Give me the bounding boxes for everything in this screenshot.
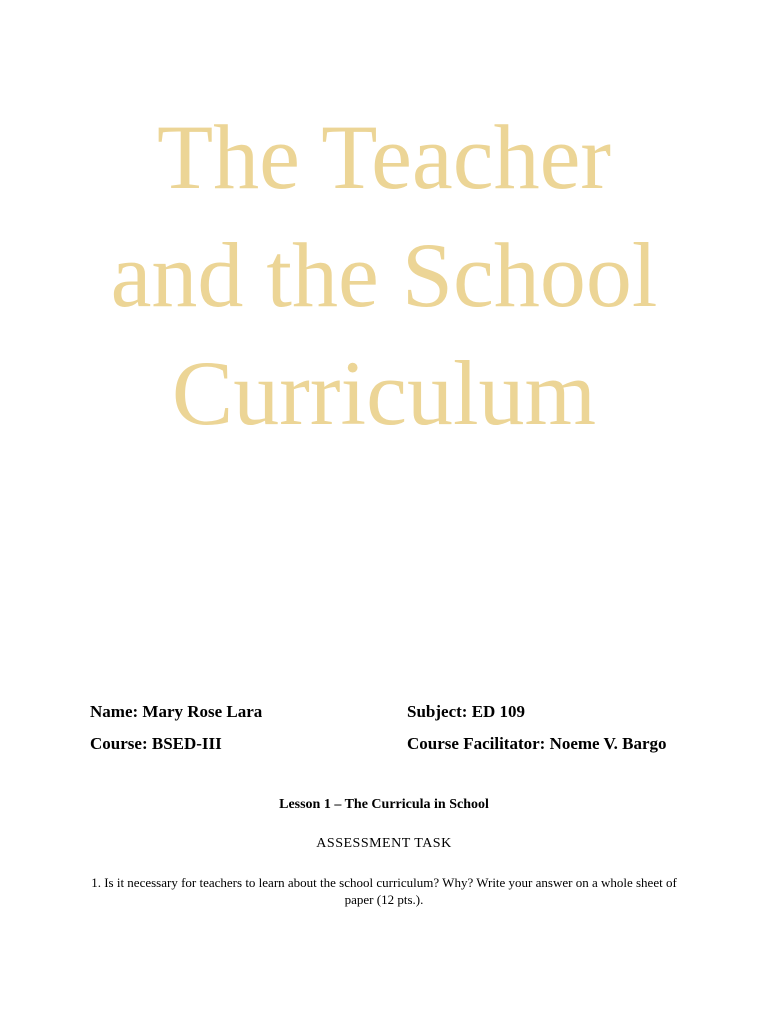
- document-title: [0, 98, 768, 452]
- subject-code: Subject: ED 109: [407, 702, 526, 721]
- title-line-1: The Teacher: [156, 106, 612, 208]
- assessment-question: 1. Is it necessary for teachers to learn about the school curriculum? Why? Write your answer on a whole sheet of paper (12 pts.).: [91, 875, 677, 907]
- title-line-3: Curriculum: [171, 342, 597, 444]
- course-name: Course: BSED-III: [90, 734, 222, 753]
- info-row-2: [90, 734, 710, 766]
- course-facilitator: Course Facilitator: Noeme V. Bargo: [407, 734, 667, 753]
- assessment-heading: ASSESSMENT TASK: [316, 836, 452, 851]
- title-line-2: and the School: [110, 224, 658, 326]
- info-row-1: [90, 702, 710, 734]
- student-info: [90, 702, 710, 766]
- lesson-heading: Lesson 1 – The Curricula in School: [279, 797, 489, 812]
- student-name: Name: Mary Rose Lara: [90, 702, 263, 721]
